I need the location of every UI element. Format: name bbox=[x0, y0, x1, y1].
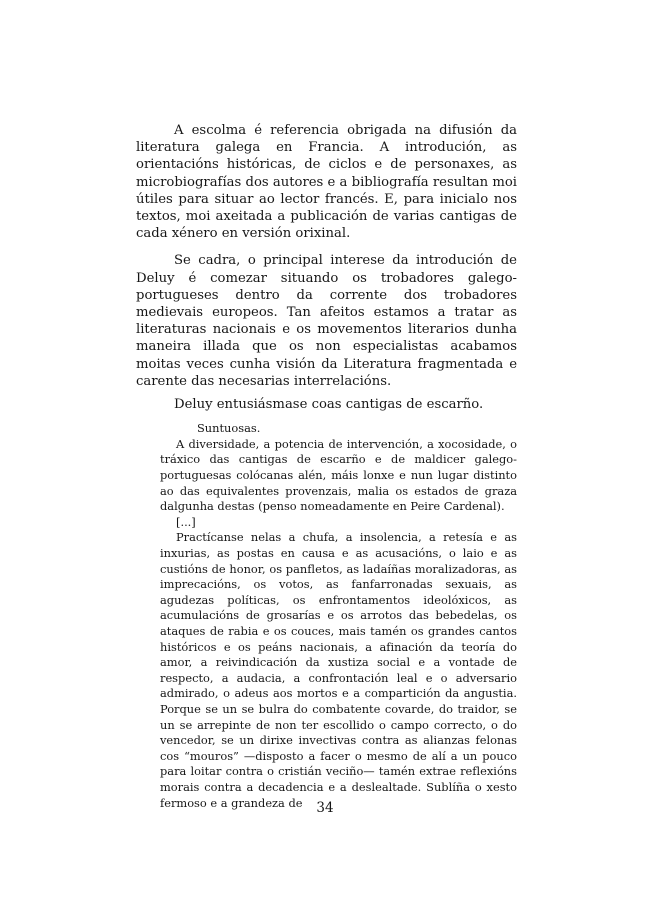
page-number: 34 bbox=[316, 800, 334, 816]
quote-intro: Deluy entusiásmase coas cantigas de escarño. bbox=[174, 397, 484, 413]
body-paragraph: A escolma é referencia obrigada na difusión da literatura galega en Francia. A introdución, as orientacións históricas, de ciclos e de personaxes, as microbiografías dos autores e a bibliografía resultan moi útiles para situar ao lector francés. E, para inicialo nos textos, moi axeitada a publicación de varias cantigas de cada xénero en versión orixinal. bbox=[136, 123, 517, 242]
page-body bbox=[136, 122, 517, 811]
quote-ellipsis: [...] bbox=[176, 514, 196, 529]
quote-line: Practícanse nelas a chufa, a insolencia, a retesía e as inxurias, as postas en causa e as acusacións, o laio e as custións de honor, os panfletos, as ladaíñas moralizadoras, as imprecacións, os votos, as fanfarronadas sexuais, as agudezas políticas, os enfrontamentos ideolóxicos, as acumulacións de grosarías e os arrotos das bebedelas, os ataques de rabia e os couces, mais tamén os grandes cantos históricos e os peáns nacionais, a afinación da teoría do amor, a reivindicación da xustiza social e a vontade de respecto, a audacia, a confrontación leal e o adversario admirado, o adeus aos mortos e a compartición da angustia. Porque se un se bulra do combatente covarde, do traidor, se un se arrepinte de non ter escollido o campo correcto, o do vencedor, se un dirixe invectivas contra as alianzas felonas cos “mouros” —disposto a facer o mesmo de alí a un pouco para loitar contra o cristián veciño— tamén extrae reflexións morais contra a decadencia e a deslealtade. Sublíña o xesto fermoso e a grandeza de bbox=[160, 530, 517, 810]
body-paragraph: Se cadra, o principal interese da introdución de Deluy é comezar situando os trobadores galego-portugueses dentro da corrente dos trobadores medievais europeos. Tan afeitos estamos a tratar as literaturas nacionais e os movementos literarios dunha maneira illada que os non especialistas acabamos moitas veces cunha visión da Literatura fragmentada e carente das necesarias interrelacións. bbox=[136, 253, 517, 389]
block-quote bbox=[160, 421, 517, 811]
quote-line: Suntuosas. bbox=[197, 421, 261, 436]
quote-line: A diversidade, a potencia de intervención, a xocosidade, o tráxico das cantigas de escarño e de maldicer galego-portuguesas colócanas alén, máis lonxe e nun lugar distinto ao das equivalentes provenzais, malia os estados de graza dalgunha destas (penso nomeadamente en Peire Cardenal). bbox=[160, 436, 517, 514]
